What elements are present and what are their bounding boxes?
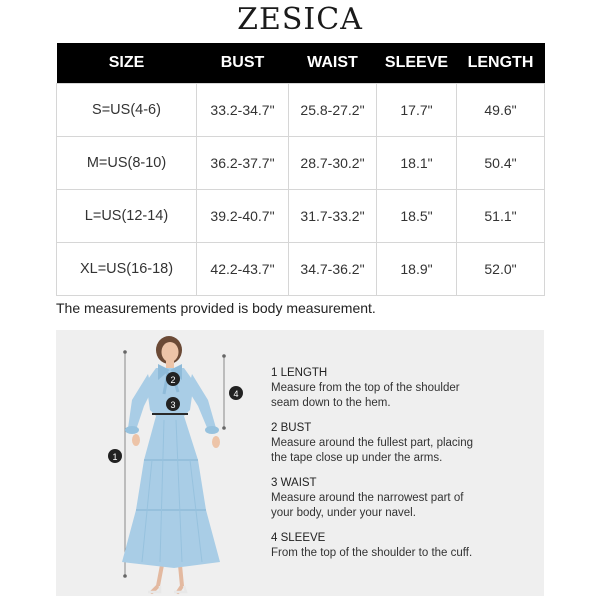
size-cell: M=US(8-10): [57, 137, 197, 190]
bust-cell: 33.2-34.7": [197, 84, 289, 137]
length-cell: 52.0": [457, 243, 545, 296]
step-bust: [271, 421, 541, 466]
waist-cell: 25.8-27.2": [289, 84, 377, 137]
step-title: 1 LENGTH: [271, 367, 328, 379]
size-cell: XL=US(16-18): [57, 243, 197, 296]
table-row: [57, 243, 545, 296]
step-desc-line: seam down to the hem.: [271, 397, 391, 409]
size-cell: S=US(4-6): [57, 84, 197, 137]
svg-text:2: 2: [170, 375, 176, 385]
step-title: 3 WAIST: [271, 477, 317, 489]
measurement-guide-panel: [56, 330, 544, 596]
measurement-steps: [271, 366, 541, 571]
marker-1: [108, 449, 122, 463]
step-title: 2 BUST: [271, 422, 312, 434]
measurement-note: The measurements provided is body measurement.: [56, 300, 376, 316]
step-waist: [271, 476, 541, 521]
length-cell: 51.1": [457, 190, 545, 243]
size-chart-table: [56, 43, 545, 296]
table-row: [57, 190, 545, 243]
bust-cell: 42.2-43.7": [197, 243, 289, 296]
marker-3: [166, 397, 180, 411]
step-desc-line: Measure from the top of the shoulder: [271, 382, 460, 394]
sleeve-cell: 18.5": [377, 190, 457, 243]
marker-4: [229, 386, 243, 400]
step-sleeve: [271, 531, 541, 561]
step-desc-line: Measure around the fullest part, placing: [271, 437, 474, 449]
sleeve-cell: 18.1": [377, 137, 457, 190]
header-sleeve: SLEEVE: [377, 43, 457, 84]
header-waist: WAIST: [289, 43, 377, 84]
bust-cell: 39.2-40.7": [197, 190, 289, 243]
sleeve-cell: 18.9": [377, 243, 457, 296]
length-cell: 50.4": [457, 137, 545, 190]
table-header-row: [57, 43, 545, 84]
model-figure: [56, 330, 266, 596]
table-row: [57, 137, 545, 190]
size-cell: L=US(12-14): [57, 190, 197, 243]
svg-text:1: 1: [112, 452, 118, 462]
brand-logo: ZESICA: [237, 2, 363, 37]
step-desc-line: your body, under your navel.: [271, 507, 416, 519]
waist-cell: 34.7-36.2": [289, 243, 377, 296]
svg-text:4: 4: [233, 389, 239, 399]
table-row: [57, 84, 545, 137]
header-size: SIZE: [57, 43, 197, 84]
marker-2: [166, 372, 180, 386]
step-desc-line: Measure around the narrowest part of: [271, 492, 464, 504]
bust-cell: 36.2-37.7": [197, 137, 289, 190]
step-title: 4 SLEEVE: [271, 532, 326, 544]
svg-text:3: 3: [170, 400, 176, 410]
waist-cell: 28.7-30.2": [289, 137, 377, 190]
step-length: [271, 366, 541, 411]
header-bust: BUST: [197, 43, 289, 84]
step-desc-line: the tape close up under the arms.: [271, 452, 443, 464]
waist-cell: 31.7-33.2": [289, 190, 377, 243]
header-length: LENGTH: [457, 43, 545, 84]
length-cell: 49.6": [457, 84, 545, 137]
step-desc-line: From the top of the shoulder to the cuff.: [271, 547, 473, 559]
sleeve-cell: 17.7": [377, 84, 457, 137]
